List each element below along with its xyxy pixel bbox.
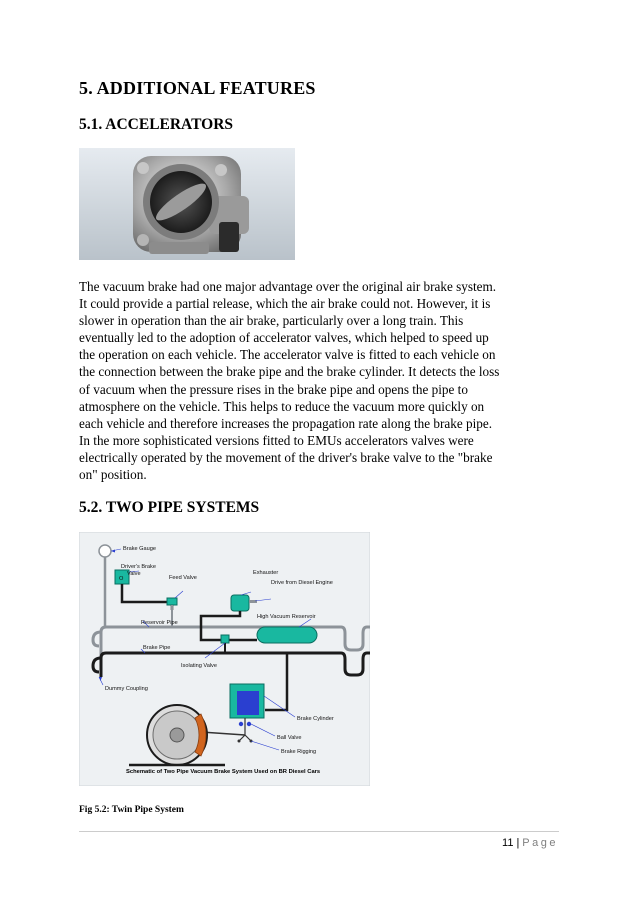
brake-cylinder	[237, 691, 259, 715]
label-drivers-brake-valve-line2: Valve	[127, 571, 141, 577]
paragraph-line: atmosphere on the vehicle. This helps to reduce the vacuum more quickly on	[79, 398, 485, 414]
label-drivers-brake-valve: Driver's Brake	[121, 564, 156, 570]
high-vacuum-reservoir	[257, 627, 317, 643]
subsection-heading-accelerators: 5.1. ACCELERATORS	[79, 116, 234, 133]
accelerator-valve-photo	[79, 148, 295, 260]
wheel-hub	[170, 728, 184, 742]
page-number: 11	[502, 837, 514, 849]
paragraph-line: The vacuum brake had one major advantage over the original air brake system.	[79, 279, 497, 294]
exhauster-drive-shaft	[249, 600, 257, 603]
page-footer	[502, 837, 558, 849]
paragraph-line: the connection between the brake pipe and the brake cylinder. It detects the loss	[79, 364, 500, 380]
label-ball-valve: Ball Valve	[277, 735, 302, 741]
two-pipe-schematic	[79, 532, 370, 786]
label-dummy-coupling: Dummy Coupling	[105, 686, 148, 692]
label-brake-cylinder: Brake Cylinder	[297, 716, 334, 722]
footer-separator: |	[516, 837, 520, 849]
ball-valve-icon	[247, 722, 251, 726]
feed-valve	[167, 598, 177, 605]
label-brake-gauge: Brake Gauge	[123, 546, 156, 552]
label-isolating-valve: Isolating Valve	[181, 663, 217, 669]
paragraph-line: of vacuum when the pressure rises in the brake pipe and opens the pipe to	[79, 381, 468, 397]
paragraph-line: slower in operation than the air brake, particularly over a long train. This	[79, 313, 464, 329]
diagram-caption: Schematic of Two Pipe Vacuum Brake System Used on BR Diesel Cars	[126, 769, 321, 775]
label-drive-from-diesel: Drive from Diesel Engine	[271, 580, 333, 586]
section-heading: 5. ADDITIONAL FEATURES	[79, 78, 316, 98]
paragraph-line: each vehicle and therefore increases the propagation rate along the brake pipe.	[79, 415, 493, 431]
label-brake-pipe: Brake Pipe	[143, 645, 171, 651]
paragraph-line: electrically operated by the movement of the driver's brake valve to the "brake	[79, 449, 493, 465]
drivers-brake-valve-mark: O	[119, 576, 124, 582]
label-brake-rigging: Brake Rigging	[281, 749, 317, 755]
label-reservoir-pipe: Reservoir Pipe	[141, 620, 178, 626]
page-word: Page	[522, 837, 558, 849]
subsection-heading-two-pipe: 5.2. TWO PIPE SYSTEMS	[79, 499, 260, 516]
accelerators-paragraph	[79, 278, 569, 483]
ball-valve-icon	[239, 722, 243, 726]
label-exhauster: Exhauster	[253, 570, 279, 576]
paragraph-line: the operation on each vehicle. The accelerator valve is fitted to each vehicle on	[79, 347, 496, 363]
brake-gauge-icon	[99, 545, 111, 557]
isolating-valve	[221, 635, 229, 643]
label-feed-valve: Feed Valve	[169, 575, 197, 581]
rigging-pin	[238, 740, 241, 743]
paragraph-line: In the more sophisticated versions fitted to EMUs accelerators valves were	[79, 432, 474, 448]
figure-caption: Fig 5.2: Twin Pipe System	[79, 805, 184, 815]
exhauster	[231, 595, 249, 611]
label-high-vacuum-reservoir: High Vacuum Reservoir	[257, 614, 316, 620]
paragraph-line: It could provide a partial release, which the air brake could not. However, it is	[79, 296, 491, 312]
paragraph-line: on" position.	[79, 467, 147, 483]
paragraph-line: eventually led to the adoption of accelerator valves, which helped to speed up	[79, 330, 489, 346]
footer-divider	[79, 831, 559, 832]
